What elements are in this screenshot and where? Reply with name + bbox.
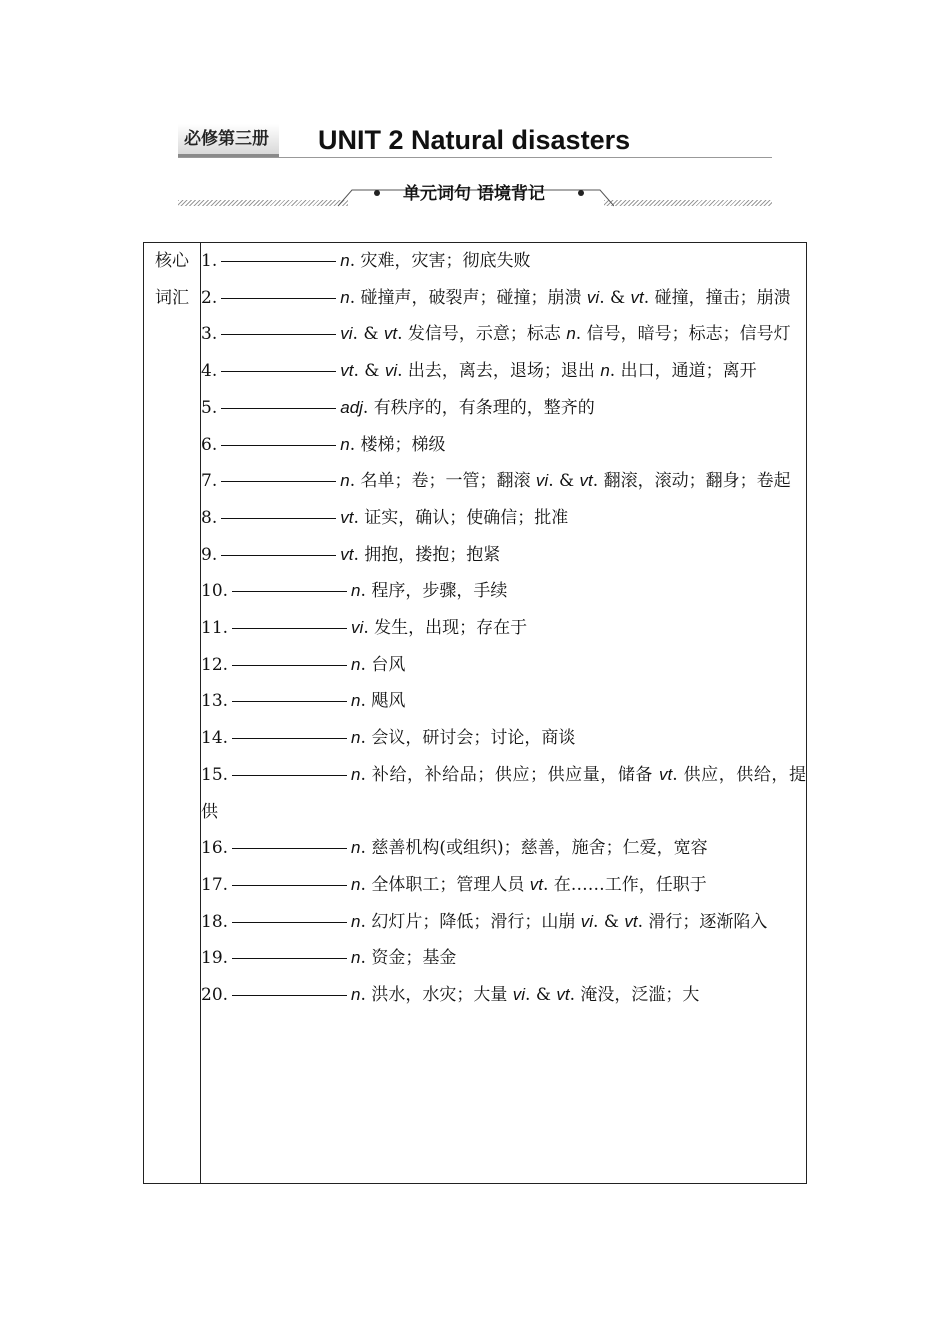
answer-blank[interactable]	[221, 554, 336, 556]
item-definition: n. 名单；卷；一管；翻滚 vi. & vt. 翻滚，滚动；翻身；卷起	[340, 471, 791, 492]
item-number: 16.	[201, 838, 229, 859]
item-number: 2.	[201, 287, 218, 308]
item-number: 5.	[201, 397, 218, 418]
item-number: 6.	[201, 434, 218, 455]
answer-blank[interactable]	[232, 957, 347, 959]
item-number: 3.	[201, 324, 218, 345]
item-number: 1.	[201, 251, 218, 271]
answer-blank[interactable]	[221, 297, 336, 299]
answer-blank[interactable]	[232, 994, 347, 996]
answer-blank[interactable]	[221, 480, 336, 482]
item-definition: vt. 拥抱，搂抱；抱紧	[340, 544, 501, 565]
unit-title: UNIT 2 Natural disasters	[318, 125, 631, 155]
answer-blank[interactable]	[232, 700, 347, 702]
category-label-line2: 词汇	[155, 288, 189, 308]
vocab-item	[201, 316, 806, 353]
vocab-item	[201, 500, 806, 537]
item-definition: n. 补给，补给品；供应；供应量，储备 vt. 供应，供给，提供	[201, 764, 806, 822]
vocab-item	[201, 647, 806, 684]
hatch-decoration-right	[604, 200, 772, 206]
book-label: 必修第三册	[178, 124, 279, 157]
vocab-item	[201, 757, 806, 830]
item-number: 4.	[201, 361, 218, 382]
vocab-item	[201, 867, 806, 904]
answer-blank[interactable]	[232, 774, 347, 776]
vocab-item	[201, 390, 806, 427]
item-number: 17.	[201, 874, 229, 895]
vocab-item	[201, 904, 806, 941]
item-definition: n. 会议，研讨会；讨论，商谈	[351, 728, 576, 749]
answer-blank[interactable]	[221, 333, 336, 335]
bullet-dot-left	[374, 190, 380, 196]
vocab-item	[201, 463, 806, 500]
item-definition: vt. & vi. 出去，离去，退场；退出 n. 出口，通道；离开	[340, 361, 757, 382]
vocab-item	[201, 353, 806, 390]
answer-blank[interactable]	[232, 737, 347, 739]
vocab-item	[201, 940, 806, 977]
vocab-item	[201, 683, 806, 720]
item-number: 8.	[201, 507, 218, 528]
answer-blank[interactable]	[221, 517, 336, 519]
answer-blank[interactable]	[232, 921, 347, 923]
bullet-dot-right	[578, 190, 584, 196]
item-definition: n. 碰撞声，破裂声；碰撞；崩溃 vi. & vt. 碰撞，撞击；崩溃	[340, 287, 791, 308]
item-number: 10.	[201, 581, 229, 602]
section-banner	[178, 180, 772, 210]
item-definition: adj. 有秩序的，有条理的，整齐的	[340, 397, 595, 418]
vocab-item	[201, 537, 806, 574]
answer-blank[interactable]	[232, 627, 347, 629]
item-number: 12.	[201, 654, 229, 675]
vocab-item	[201, 280, 806, 317]
item-definition: n. 慈善机构(或组织)；慈善，施舍；仁爱，宽容	[351, 838, 708, 859]
item-number: 15.	[201, 764, 229, 785]
header-divider	[178, 157, 772, 158]
vocab-item	[201, 243, 806, 280]
answer-blank[interactable]	[232, 590, 347, 592]
item-number: 9.	[201, 544, 218, 565]
item-number: 7.	[201, 471, 218, 492]
item-definition: n. 台风	[351, 654, 406, 675]
item-definition: n. 全体职工；管理人员 vt. 在……工作，任职于	[351, 874, 707, 895]
hatch-decoration-left	[178, 200, 348, 206]
item-definition: vi. & vt. 发信号，示意；标志 n. 信号，暗号；标志；信号灯	[340, 324, 791, 345]
item-number: 20.	[201, 985, 229, 1006]
answer-blank[interactable]	[232, 664, 347, 666]
item-number: 14.	[201, 728, 229, 749]
item-definition: n. 洪水，水灾；大量 vi. & vt. 淹没，泛滥；大	[351, 985, 700, 1006]
vocab-item	[201, 427, 806, 464]
item-number: 19.	[201, 948, 229, 969]
item-definition: n. 楼梯；梯级	[340, 434, 446, 455]
answer-blank[interactable]	[232, 847, 347, 849]
answer-blank[interactable]	[221, 370, 336, 372]
item-definition: n. 资金；基金	[351, 948, 457, 969]
item-definition: n. 灾难，灾害；彻底失败	[340, 251, 531, 271]
vocab-item	[201, 573, 806, 610]
vocabulary-table	[143, 242, 807, 1184]
answer-blank[interactable]	[221, 260, 336, 262]
category-cell	[144, 243, 201, 1184]
vocab-item	[201, 720, 806, 757]
item-number: 11.	[201, 618, 229, 639]
item-number: 13.	[201, 691, 229, 712]
item-definition: vt. 证实，确认；使确信；批准	[340, 507, 569, 528]
item-definition: n. 幻灯片；降低；滑行；山崩 vi. & vt. 滑行；逐渐陷入	[351, 911, 768, 932]
item-definition: n. 程序，步骤，手续	[351, 581, 508, 602]
answer-blank[interactable]	[232, 884, 347, 886]
vocab-list	[201, 243, 807, 1184]
item-definition: vi. 发生，出现；存在于	[351, 618, 528, 639]
item-number: 18.	[201, 911, 229, 932]
item-definition: n. 飓风	[351, 691, 406, 712]
vocab-item	[201, 977, 806, 1014]
answer-blank[interactable]	[221, 444, 336, 446]
vocab-item	[201, 830, 806, 867]
vocab-item	[201, 610, 806, 647]
answer-blank[interactable]	[221, 407, 336, 409]
page-header	[178, 120, 772, 160]
section-title: 单元词句 语境背记	[403, 184, 545, 204]
category-label-line1: 核心	[155, 251, 189, 271]
